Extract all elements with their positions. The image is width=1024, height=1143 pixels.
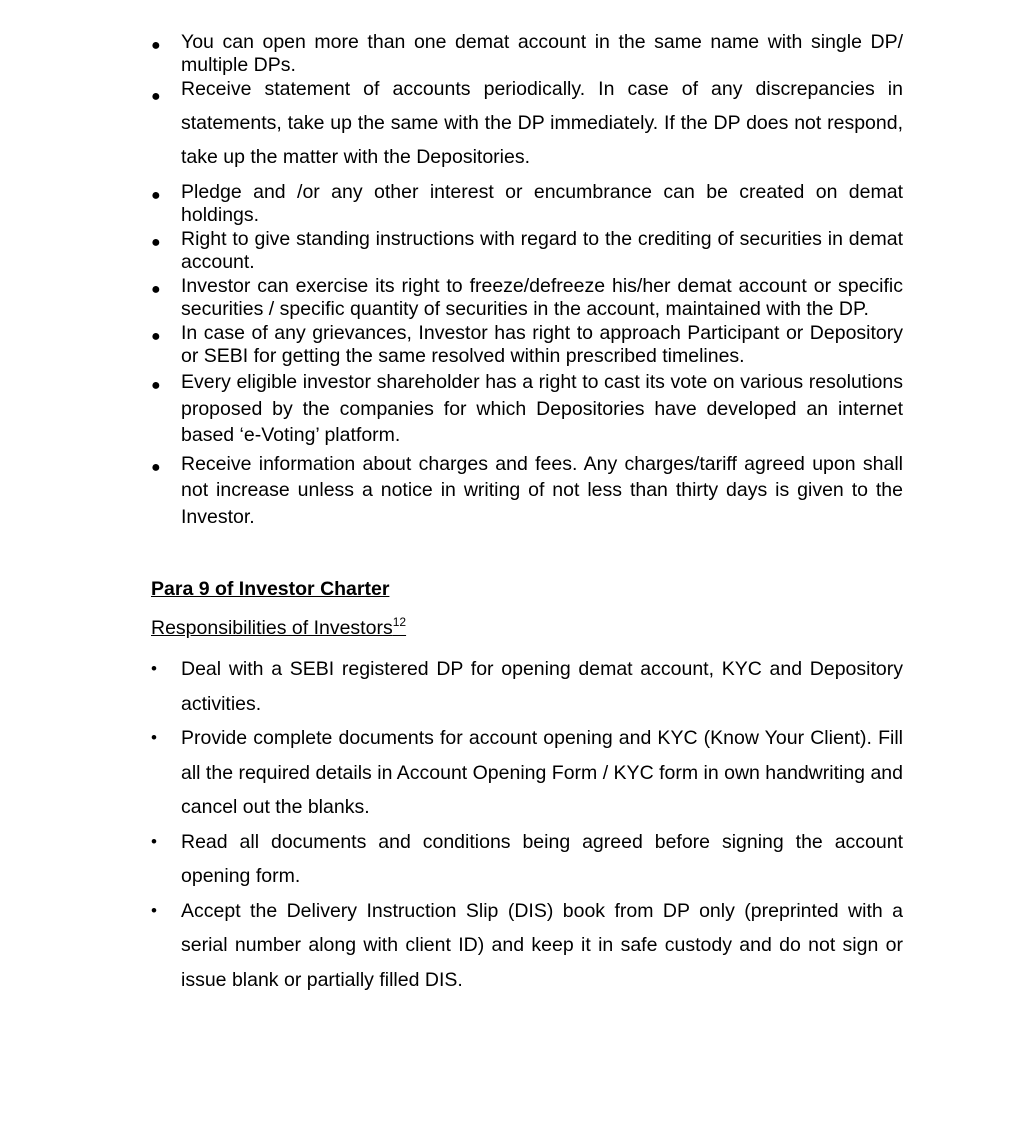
list-item-text: You can open more than one demat account in the same name with single DP/ multiple DPs.	[181, 31, 903, 76]
list-item	[151, 228, 903, 274]
list-item-text: Accept the Delivery Instruction Slip (DIS) book from DP only (preprinted with a serial number along with client ID) and keep it in safe custody and do not sign or issue blank or partially filled DIS.	[181, 899, 903, 991]
bullet-icon: ●	[151, 88, 161, 105]
list-item-text: Deal with a SEBI registered DP for opening demat account, KYC and Depository activities.	[181, 658, 903, 715]
bullet-icon: ●	[151, 281, 161, 298]
list-item-text: Pledge and /or any other interest or encumbrance can be created on demat holdings.	[181, 181, 903, 226]
list-item	[151, 72, 903, 174]
bullet-icon: ●	[151, 377, 161, 394]
bullet-icon: •	[151, 728, 157, 747]
bullet-icon: ●	[151, 187, 161, 204]
bullet-icon: ●	[151, 458, 161, 476]
list-item	[151, 369, 903, 449]
list-item	[151, 652, 903, 721]
investor-responsibilities-list	[151, 652, 903, 997]
footnote-marker: 12	[392, 615, 407, 629]
list-item	[151, 825, 903, 894]
list-item	[151, 275, 903, 321]
list-item-text: Right to give standing instructions with regard to the crediting of securities in demat account.	[181, 228, 903, 273]
bullet-icon: •	[151, 659, 157, 678]
section-heading: Para 9 of Investor Charter	[151, 578, 390, 600]
list-item	[151, 721, 903, 825]
list-item-text: Receive statement of accounts periodically. In case of any discrepancies in statements, take up the same with the DP immediately. If the DP does not respond, take up the matter with the Depositories.	[181, 78, 903, 168]
list-item-text: Receive information about charges and fees. Any charges/tariff agreed upon shall not increase unless a notice in writing of not less than thirty days is given to the Investor.	[181, 452, 903, 528]
bullet-icon: •	[151, 831, 157, 851]
bullet-icon: •	[151, 900, 157, 920]
investor-rights-list	[151, 31, 903, 532]
list-item	[151, 894, 903, 998]
subheading	[151, 617, 406, 640]
list-item-text: Read all documents and conditions being agreed before signing the account opening form.	[181, 830, 903, 887]
list-item	[151, 31, 903, 77]
list-item	[151, 322, 903, 368]
bullet-icon: ●	[151, 234, 161, 251]
list-item-text: In case of any grievances, Investor has right to approach Participant or Depository or SEBI for getting the same resolved within prescribed timelines.	[181, 322, 903, 367]
list-item	[151, 451, 903, 531]
list-item-text: Every eligible investor shareholder has a right to cast its vote on various resolutions proposed by the companies for which Depositories have developed an internet based ‘e-Voting’ platform.	[181, 371, 903, 446]
subheading-text: Responsibilities of Investors	[151, 617, 393, 639]
bullet-icon: ●	[151, 37, 161, 54]
list-item-text: Investor can exercise its right to freeze/defreeze his/her demat account or specific securities / specific quantity of securities in the account, maintained with the DP.	[181, 275, 903, 320]
bullet-icon: ●	[151, 328, 161, 345]
list-item	[151, 181, 903, 227]
list-item-text: Provide complete documents for account opening and KYC (Know Your Client). Fill all the required details in Account Opening Form / KYC form in own handwriting and cancel out the blanks.	[181, 727, 903, 818]
